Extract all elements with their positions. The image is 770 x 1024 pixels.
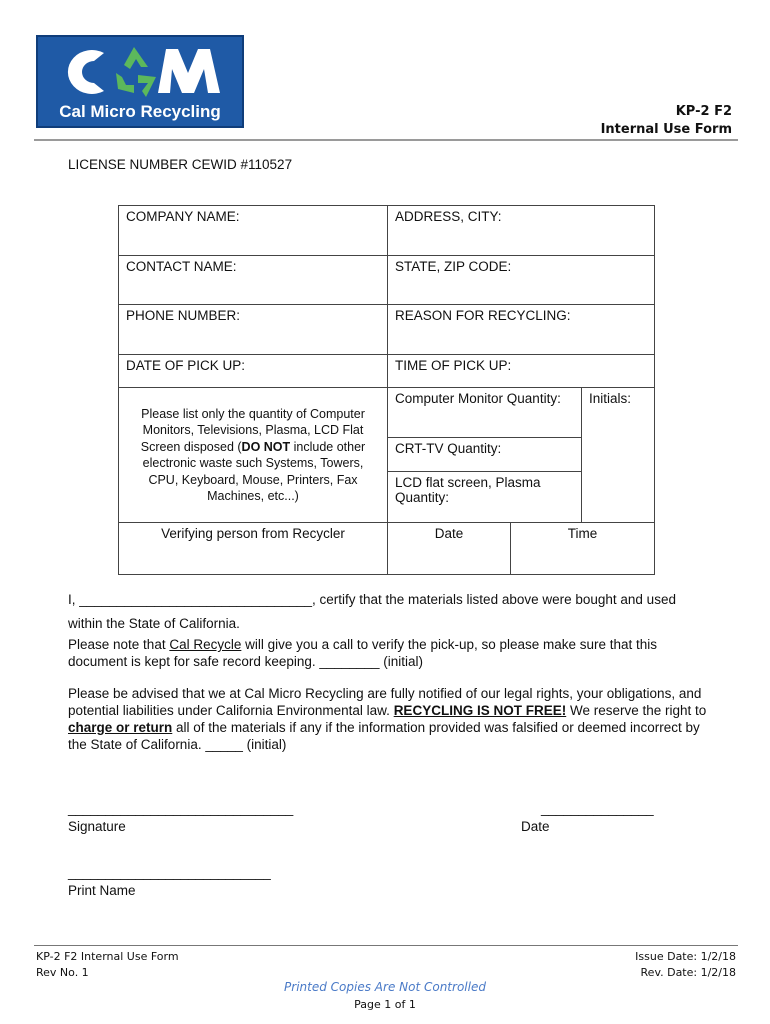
certify-line-1: I, _______________________________, certify that the materials listed above were bought and used: [68, 592, 676, 607]
footer-left: [36, 949, 179, 981]
date-label: Date: [521, 819, 550, 834]
reason-field[interactable]: [388, 305, 655, 355]
pickup-time-field[interactable]: [388, 355, 655, 388]
cal-recycle-link[interactable]: Cal Recycle: [169, 637, 242, 652]
controlled-copy-notice: Printed Copies Are Not Controlled: [284, 980, 486, 994]
contact-name-label: CONTACT NAME:: [126, 259, 237, 274]
notice-text-2: We reserve the right to: [566, 703, 707, 718]
legal-notice: [68, 685, 708, 753]
print-name-label: Print Name: [68, 883, 136, 898]
certification-statement: [68, 588, 708, 636]
signature-label: Signature: [68, 819, 126, 834]
reason-label: REASON FOR RECYCLING:: [395, 308, 571, 323]
pickup-date-field[interactable]: [119, 355, 388, 388]
footer-right: [635, 949, 736, 981]
company-name-field[interactable]: [119, 206, 388, 256]
notice-text-1: Please be advised that we at Cal Micro Recycling are fully notified of our legal rights, your obligations, and potential liabilities under California Environmental law.: [68, 686, 702, 718]
footer-divider: [34, 945, 738, 946]
state-zip-field[interactable]: [388, 256, 655, 305]
footer-form-name: KP-2 F2 Internal Use Form: [36, 950, 179, 963]
print-name-block[interactable]: [68, 864, 271, 900]
lcd-quantity-field[interactable]: [388, 472, 582, 523]
initials-field[interactable]: [582, 388, 655, 523]
print-name-line: ___________________________: [68, 865, 271, 880]
lcd-quantity-label: LCD flat screen, Plasma Quantity:: [395, 475, 541, 505]
notice-text-3: all of the materials if any if the information provided was falsified or deemed incorrect by the State of California. _____ (initial): [68, 720, 700, 752]
note-text: Please note that: [68, 637, 170, 652]
crt-quantity-field[interactable]: [388, 438, 582, 472]
initials-label: Initials:: [589, 391, 632, 406]
footer-issue-date: Issue Date: 1/2/18: [635, 950, 736, 963]
state-zip-label: STATE, ZIP CODE:: [395, 259, 512, 274]
charge-or-return: charge or return: [68, 720, 173, 735]
pickup-date-label: DATE OF PICK UP:: [126, 358, 246, 373]
phone-number-label: PHONE NUMBER:: [126, 308, 241, 323]
header-divider: [34, 139, 738, 141]
page-number: Page 1 of 1: [354, 998, 416, 1011]
logo-text: Cal Micro Recycling: [59, 102, 221, 121]
instructions-text-end: include other electronic waste such Systems, Towers, CPU, Keyboard, Mouse, Printers, Fax Machines, etc...): [142, 439, 366, 503]
signature-line: ______________________________: [68, 801, 294, 816]
footer-rev-date: Rev. Date: 1/2/18: [640, 966, 736, 979]
contact-name-field[interactable]: [119, 256, 388, 305]
form-type: Internal Use Form: [600, 122, 732, 137]
date-line: _______________: [541, 801, 654, 816]
verifying-person-field[interactable]: [119, 523, 388, 575]
monitor-quantity-label: Computer Monitor Quantity:: [395, 391, 561, 406]
verify-date-field[interactable]: [388, 523, 511, 575]
instructions-cell: [119, 388, 388, 523]
recycling-not-free: RECYCLING IS NOT FREE!: [393, 703, 567, 718]
instructions-text: Please list only the quantity of Computer Monitors, Televisions, Plasma, LCD Flat Screen disposed (: [140, 406, 365, 454]
monitor-quantity-field[interactable]: [388, 388, 582, 438]
form-header: [601, 103, 732, 139]
phone-number-field[interactable]: [119, 305, 388, 355]
address-city-field[interactable]: [388, 206, 655, 256]
form-code: KP-2 F2: [675, 104, 732, 119]
license-number: LICENSE NUMBER CEWID #110527: [68, 157, 293, 172]
certify-line-2: within the State of California.: [68, 616, 240, 631]
instructions-bold: DO NOT: [241, 439, 291, 454]
verifying-person-label: Verifying person from Recycler: [161, 526, 345, 541]
verify-time-field[interactable]: [511, 523, 655, 575]
footer-rev-no: Rev No. 1: [36, 966, 89, 979]
crt-quantity-label: CRT-TV Quantity:: [395, 441, 502, 456]
address-city-label: ADDRESS, CITY:: [395, 209, 502, 224]
signature-block[interactable]: [68, 800, 293, 836]
company-logo: [36, 35, 244, 128]
note-text-end: will give you a call to verify the pick-up, so please make sure that this document is kept for safe record keeping. ________ (initial): [68, 637, 658, 669]
pickup-form-table: [118, 205, 655, 575]
verify-time-label: Time: [567, 526, 598, 541]
company-name-label: COMPANY NAME:: [126, 209, 240, 224]
pickup-time-label: TIME OF PICK UP:: [395, 358, 512, 373]
verification-note: [68, 636, 708, 670]
date-block[interactable]: [521, 800, 654, 836]
logo-graphic: [38, 37, 242, 126]
verify-date-label: Date: [434, 526, 464, 541]
